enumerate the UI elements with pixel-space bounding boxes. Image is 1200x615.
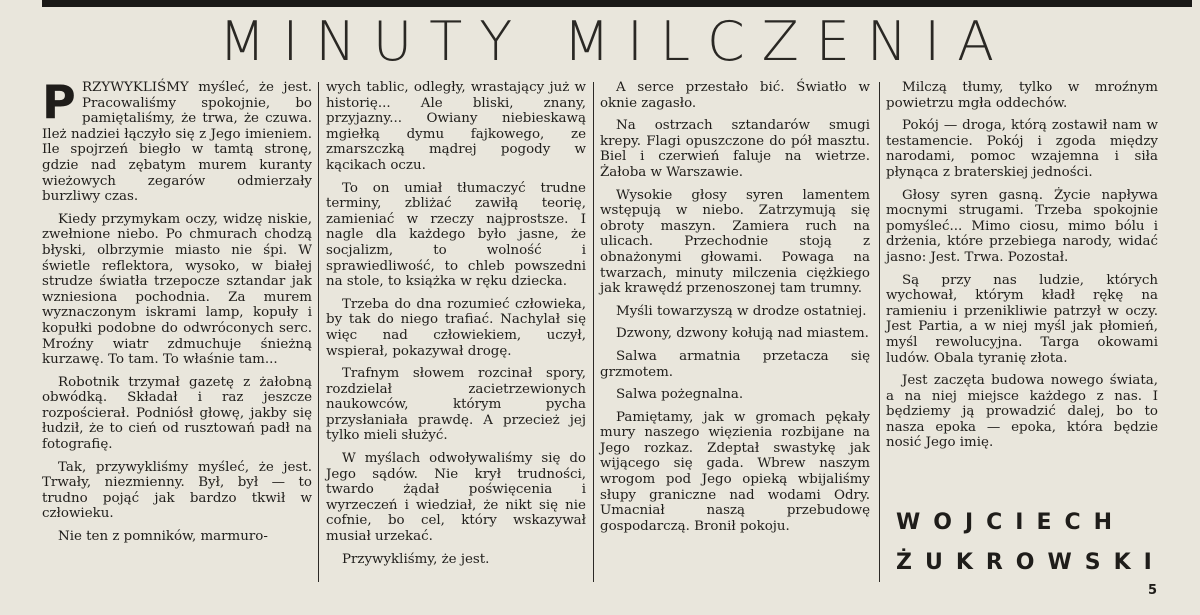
drop-cap: P [42,75,76,129]
paragraph: Są przy nas ludzie, których wychował, którym kładł rękę na ramieniu i przenikliwie patrzył w oczy. Jest Partia, a w niej myśl jak płomień, myśl rewolucyjna. Targa okowami ludów. Obala tyranię złota. [886,272,1158,366]
paragraph: Pamiętamy, jak w gromach pękały mury naszego więzienia rozbijane na Jego rozkaz. Zdeptał swastykę jak wijącego się gada. Wbrew naszym wrogom pod Jego opieką wbijaliśmy słupy graniczne nad wodami Odry. Umacniał naszą przebudowę gospodarczą. Bronił pokoju. [600,409,870,534]
author-first-name: WOJCIECH [896,510,1126,535]
paragraph: W myślach odwoływaliśmy się do Jego sądów. Nie krył trudności, twardo żądał poświęcenia i wyrzeczeń i wiedział, że nikt się nie cofnie, bo cel, który wskazywał musiał urzekać. [326,451,586,545]
paragraph: Pokój — droga, którą zostawił nam w testamencie. Pokój i zgoda między narodami, pomoc wzajemna i siła płynąca z braterskiej jedności. [886,118,1158,180]
paragraph: Salwa pożegnalna. [616,387,744,403]
paragraph: Tak, przywykliśmy myśleć, że jest. Trwały, niezmienny. Był, był — to trudno pojąć jak bardzo tkwił w człowieku. [42,459,312,522]
paragraph: Myśli towarzyszą w drodze ostatniej. [616,303,867,319]
top-rule [42,0,1192,7]
author-last-name: ŻUKROWSKI [896,550,1165,575]
column-2 [326,80,586,574]
article-title: MINUTY MILCZENIA [218,10,1012,73]
paragraph: To on umiał tłumaczyć trudne terminy, zbliżać zawiłą teorię, zamieniać w rzeczy najprostsze. I nagle dla każdego było jasne, że socjalizm, to wolność i sprawiedliwość, to chleb powszedni na stole, to książka w ręku dziecka. [326,180,586,290]
column-divider [879,82,880,582]
paragraph: PRZYWYKLIŚMY myśleć, że jest. Pracowaliśmy spokojnie, bo pamiętaliśmy, że trwa, że czuwa. Ileż nadziei łączyło się z Jego imieniem. Ile spojrzeń biegło w tamtą stronę, gdzie nad zębatym murem kuranty wieżowych zegarów odmierzały burzliwy czas. [42,75,312,205]
paragraph: Salwa armatnia przetacza się grzmotem. [600,348,870,380]
column-1 [42,75,312,552]
column-divider [593,82,594,582]
paragraph: A serce przestało bić. Światło w oknie zagasło. [600,80,870,111]
paragraph: Głosy syren gasną. Życie napływa mocnymi strugami. Trzeba spokojnie pomyśleć... Mimo ciosu, mimo bólu i drżenia, które przebiega narody, widać jasno: Jest. Trwa. Pozostał. [886,187,1158,265]
paragraph: Kiedy przymykam oczy, widzę niskie, zwełnione niebo. Po chmurach chodzą błyski, olbrzymie miasto nie śpi. W świetle reflektora, wysoko, w białej strudze światła trzepocze sztandar jak wzniesiona pochodnia. Za murem wyznaczonym iskrami lamp, kopuły i kopułki podobne do odwróconych serc. Mroźny wiatr zdmuchuje śnieżną kurzawę. To tam. To właśnie tam... [42,211,312,368]
column-3 [600,80,870,541]
paragraph: Trafnym słowem rozcinał spory, rozdzielał zacietrzewionych naukowców, którym pycha przysłaniała prawdę. A przecież jej tylko mieli służyć. [326,366,586,444]
paragraph: Dzwony, dzwony kołują nad miastem. [616,326,869,342]
paragraph: wych tablic, odległy, wrastający już w historię... Ale bliski, znany, przyjazny... Owiany niebieskawą mgiełką dymu fajkowego, ze zmarszczką mądrej pogody w kącikach oczu. [326,80,586,173]
page-number: 5 [1148,583,1158,598]
paragraph: Nie ten z pomników, marmuro- [58,529,268,545]
paragraph: Jest zaczęta budowa nowego świata, a na niej miejsce każdego z nas. I będziemy ją prowadzić dalej, bo to nasza epoka — epoka, która będzie nosić Jego imię. [886,373,1158,451]
column-4 [886,80,1158,458]
paragraph: Trzeba do dna rozumieć człowieka, by tak do niego trafiać. Nachylał się więc nad człowiekiem, uczył, wspierał, pokazywał drogę. [326,296,586,359]
paragraph: Robotnik trzymał gazetę z żałobną obwódką. Składał i raz jeszcze rozpościerał. Podniósł głowę, jakby się łudził, że to cień od rusztowań padł na fotografię. [42,374,312,453]
column-divider [318,82,319,582]
paragraph: Milczą tłumy, tylko w mroźnym powietrzu mgła oddechów. [886,80,1158,111]
paragraph: Na ostrzach sztandarów smugi krepy. Flagi opuszczone do pół masztu. Biel i czerwień faluje na wietrze. Żałoba w Warszawie. [600,118,870,180]
paragraph: Przywykliśmy, że jest. [342,551,490,567]
paragraph: Wysokie głosy syren lamentem wstępują w niebo. Zatrzymują się obroty maszyn. Zamiera ruch na ulicach. Przechodnie stoją z obnażonymi głowami. Powaga na twarzach, minuty milczenia ciężkiego jak krawędź przenoszonej tam trumny. [600,187,870,297]
